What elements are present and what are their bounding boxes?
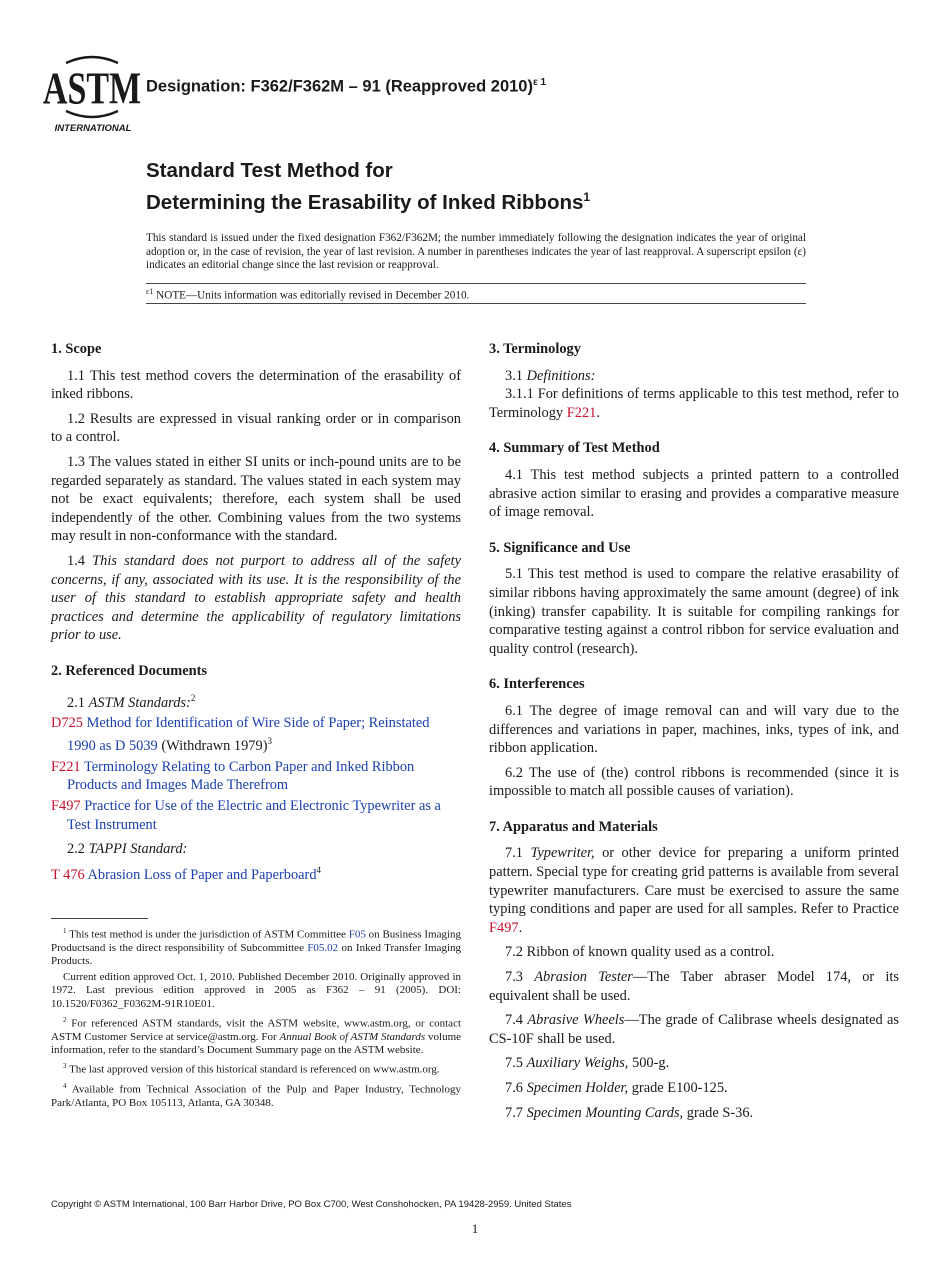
fn1-marker: 1 bbox=[63, 927, 67, 935]
section-terminology bbox=[489, 340, 899, 422]
scope-1-4-text: This standard does not purport to address all of the safety concerns, if any, associated with its use. It is the responsibility of the user of this standard to establish appropriate safety and health practices and determine the applicability of regulatory limitations prior to use. bbox=[51, 552, 461, 644]
apparatus-7-3-num: 7.3 bbox=[505, 969, 523, 986]
astm-standards-text: ASTM Standards: bbox=[88, 694, 191, 711]
terminology-3-1-text: Definitions: bbox=[526, 367, 596, 384]
d725-title-link[interactable]: Method for Identification of Wire Side of Paper; Reinstated 1990 as D 5039 bbox=[67, 714, 430, 755]
terminology-3-1-num: 3.1 bbox=[505, 367, 523, 384]
f497-link[interactable]: F497 bbox=[51, 798, 81, 815]
terminology-f221-link[interactable]: F221 bbox=[566, 404, 597, 421]
apparatus-7-6-term: Specimen Holder, bbox=[526, 1080, 629, 1096]
apparatus-7-7-text: grade S-36. bbox=[686, 1104, 754, 1121]
apparatus-7-7-term: Specimen Mounting Cards, bbox=[526, 1104, 684, 1121]
fn4-marker: 4 bbox=[63, 1082, 67, 1090]
tappi-standard-label bbox=[51, 840, 461, 859]
apparatus-7-4 bbox=[489, 1011, 899, 1048]
title-line-2 bbox=[146, 184, 590, 216]
interferences-6-1: 6.1 The degree of image removal can and will vary due to the differences and variations in paper, machines, inks, types of ink, and ribbon application. bbox=[489, 702, 899, 757]
issuance-statement: This standard is issued under the fixed designation F362/F362M; the number immediately following the designation indicates the year of original adoption or, in the case of revision, the year of last revision. A number in parentheses indicates the year of last reapproval. A superscript epsilon (ε) indicates an editorial change since the last revision or reapproval. bbox=[146, 232, 806, 271]
designation bbox=[146, 77, 546, 97]
title-line-1: Standard Test Method for bbox=[146, 159, 393, 182]
interferences-heading: 6. Interferences bbox=[489, 676, 585, 693]
apparatus-7-4-term: Abrasive Wheels bbox=[527, 1012, 625, 1029]
apparatus-7-7-num: 7.7 bbox=[505, 1104, 523, 1121]
t476-title-link[interactable]: Abrasion Loss of Paper and Paperboard bbox=[87, 866, 317, 883]
scope-1-2: 1.2 Results are expressed in visual ranking order or in comparison to a control. bbox=[51, 410, 461, 446]
title-line-2-text: Determining the Erasability of Inked Ribbons bbox=[146, 190, 584, 214]
footnotes bbox=[51, 918, 461, 1113]
astm-logo bbox=[42, 55, 142, 135]
refdocs-heading: 2. Referenced Documents bbox=[51, 662, 207, 679]
apparatus-7-1-end: . bbox=[518, 919, 523, 936]
summary-heading: 4. Summary of Test Method bbox=[489, 440, 660, 457]
section-referenced-documents bbox=[51, 662, 461, 884]
fn1-text-b: on Business Imaging Productsand is the direct responsibility of Subcommittee bbox=[51, 928, 462, 954]
significance-heading: 5. Significance and Use bbox=[489, 539, 631, 556]
scope-1-3: 1.3 The values stated in either SI units or inch-pound units are to be regarded separately as standard. The values stated in each system may not be exact equivalents; therefore, each system shall be used independently of the other. Combining values from the two systems may result in non-conformance with the standard. bbox=[51, 453, 461, 545]
designation-text: Designation: F362/F362M – 91 (Reapproved 2010) bbox=[146, 77, 533, 96]
f05-link[interactable]: F05 bbox=[348, 928, 366, 941]
terminology-3-1-1 bbox=[489, 385, 899, 422]
tappi-num: 2.2 bbox=[67, 841, 85, 858]
fn2-italic: Annual Book of ASTM Standards bbox=[279, 1030, 426, 1043]
section-significance bbox=[489, 539, 899, 659]
f221-link[interactable]: F221 bbox=[51, 758, 81, 775]
apparatus-7-3-text: —The Taber abraser Model 174, or its equivalent shall be used. bbox=[489, 969, 899, 1004]
apparatus-7-3 bbox=[489, 968, 899, 1005]
footnote-4 bbox=[51, 1080, 461, 1110]
footnote-1 bbox=[51, 925, 461, 968]
d725-withdrawn: (Withdrawn 1979) bbox=[161, 738, 268, 755]
f497-title-link[interactable]: Practice for Use of the Electric and Electronic Typewriter as a Test Instrument bbox=[67, 798, 441, 833]
fn2-text-b: volume information, refer to the standard’s Document Summary page on the ASTM website. bbox=[51, 1030, 462, 1056]
reference-t476 bbox=[51, 861, 461, 884]
apparatus-heading: 7. Apparatus and Materials bbox=[489, 818, 658, 835]
significance-5-1: 5.1 This test method is used to compare the relative erasability of similar ribbons having approximately the same amount (degree) of ink (inking) transfer capability. It is suitable for compiling rankings for comparative testing against a control ribbon for service evaluation and quality control (research). bbox=[489, 566, 899, 657]
note-bottom-rule bbox=[146, 303, 806, 304]
t476-sup: 4 bbox=[316, 864, 322, 875]
logo-letters: ASTM bbox=[42, 62, 142, 114]
section-summary bbox=[489, 439, 899, 521]
footnote-2 bbox=[51, 1014, 461, 1057]
right-column bbox=[489, 340, 899, 1139]
f05-02-link[interactable]: F05.02 bbox=[307, 941, 339, 954]
reference-f221 bbox=[51, 758, 461, 795]
t476-link[interactable]: T 476 bbox=[51, 866, 85, 883]
fn1-text-a: This test method is under the jurisdiction of ASTM Committee bbox=[69, 928, 346, 941]
summary-4-1: 4.1 This test method subjects a printed pattern to a controlled abrasive action similar to erasing and provides a comparative measure of image removal. bbox=[489, 466, 899, 521]
apparatus-7-6-num: 7.6 bbox=[505, 1080, 523, 1096]
reference-d725 bbox=[51, 714, 461, 756]
scope-heading: 1. Scope bbox=[51, 341, 102, 357]
apparatus-7-4-num: 7.4 bbox=[505, 1012, 523, 1029]
d725-link[interactable]: D725 bbox=[51, 714, 83, 731]
document-title bbox=[146, 158, 590, 216]
fn3-marker: 3 bbox=[63, 1062, 67, 1071]
scope-1-4-num: 1.4 bbox=[67, 552, 85, 569]
apparatus-7-5-term: Auxiliary Weighs, bbox=[526, 1055, 629, 1072]
terminology-3-1-1-text: 3.1.1 For definitions of terms applicable to this test method, refer to Terminology bbox=[489, 386, 899, 421]
tappi-text: TAPPI Standard: bbox=[88, 841, 188, 858]
astm-standards-sup: 2 bbox=[190, 692, 196, 703]
terminology-period: . bbox=[596, 404, 600, 421]
interferences-6-2: 6.2 The use of (the) control ribbons is recommended (since it is impossible to match all possible causes of variation). bbox=[489, 764, 899, 800]
footnote-1-approval: Current edition approved Oct. 1, 2010. Published December 2010. Originally approved in 1972. Last previous edition approved in 2005 as F362 – 91 (2005). DOI: 10.1520/F0362_F0362M-91R10E01. bbox=[51, 971, 461, 1010]
section-interferences bbox=[489, 675, 899, 801]
apparatus-7-1 bbox=[489, 844, 899, 937]
section-scope bbox=[51, 340, 461, 645]
apparatus-7-7 bbox=[489, 1104, 899, 1123]
apparatus-7-3-term: Abrasion Tester bbox=[534, 969, 633, 986]
f221-title-link[interactable]: Terminology Relating to Carbon Paper and Inked Ribbon Products and Images Made Therefrom bbox=[67, 758, 415, 794]
logo-subtitle: INTERNATIONAL bbox=[54, 123, 132, 134]
d725-sup: 3 bbox=[267, 736, 272, 747]
scope-1-4 bbox=[51, 552, 461, 645]
terminology-3-1 bbox=[489, 367, 899, 386]
copyright-notice: Copyright © ASTM International, 100 Barr Harbor Drive, PO Box C700, West Conshohocken, PA 19428-2959. United States bbox=[51, 1199, 572, 1210]
left-column bbox=[51, 340, 461, 901]
apparatus-7-1-text: or other device for preparing a uniform printed pattern. Special type for creating grid patterns is available from several typewriter manufacturers. Care must be exercised to assure the same typing conditions and paper are used for all samples. Refer to Practice bbox=[489, 845, 899, 918]
reference-f497 bbox=[51, 797, 461, 834]
apparatus-7-1-term: Typewriter, bbox=[530, 845, 595, 862]
fn2-text-a: For referenced ASTM standards, visit the ASTM website, www.astm.org, or contact ASTM Customer Service at service@astm.org. For bbox=[51, 1017, 462, 1043]
designation-epsilon: ε 1 bbox=[532, 77, 547, 88]
section-apparatus bbox=[489, 818, 899, 1122]
terminology-heading: 3. Terminology bbox=[489, 341, 581, 357]
scope-1-1: 1.1 This test method covers the determination of the erasability of inked ribbons. bbox=[51, 367, 461, 403]
fn4-text: Available from Technical Association of the Pulp and Paper Industry, Technology Park/Atlanta, PO Box 105113, Atlanta, GA 30348. bbox=[51, 1083, 461, 1109]
apparatus-7-1-num: 7.1 bbox=[505, 845, 523, 862]
page-number: 1 bbox=[471, 1221, 479, 1236]
fn1-text-c: on Inked Transfer Imaging Products. bbox=[51, 941, 461, 968]
apparatus-7-6-text: grade E100-125. bbox=[631, 1080, 728, 1096]
note-top-rule bbox=[146, 283, 806, 284]
title-footnote-marker: 1 bbox=[583, 190, 591, 204]
fn3-text: The last approved version of this historical standard is referenced on www.astm.org. bbox=[69, 1063, 440, 1076]
editorial-note bbox=[146, 287, 469, 302]
apparatus-7-5-text: 500-g. bbox=[632, 1055, 670, 1072]
apparatus-7-5 bbox=[489, 1054, 899, 1073]
footnote-rule bbox=[51, 918, 148, 919]
apparatus-7-4-text: —The grade of Calibrase wheels designated as CS-10F shall be used. bbox=[489, 1012, 899, 1047]
apparatus-7-5-num: 7.5 bbox=[505, 1055, 523, 1072]
note-text: NOTE—Units information was editorially revised in December 2010. bbox=[156, 289, 470, 302]
apparatus-f497-link[interactable]: F497 bbox=[489, 919, 519, 936]
apparatus-7-2: 7.2 Ribbon of known quality used as a control. bbox=[505, 944, 775, 961]
note-epsilon: ε1 bbox=[146, 287, 154, 296]
apparatus-7-6 bbox=[489, 1079, 899, 1098]
footnote-3 bbox=[51, 1060, 461, 1077]
astm-standards-label bbox=[51, 689, 461, 712]
fn2-marker: 2 bbox=[63, 1015, 67, 1024]
astm-standards-num: 2.1 bbox=[67, 694, 85, 711]
